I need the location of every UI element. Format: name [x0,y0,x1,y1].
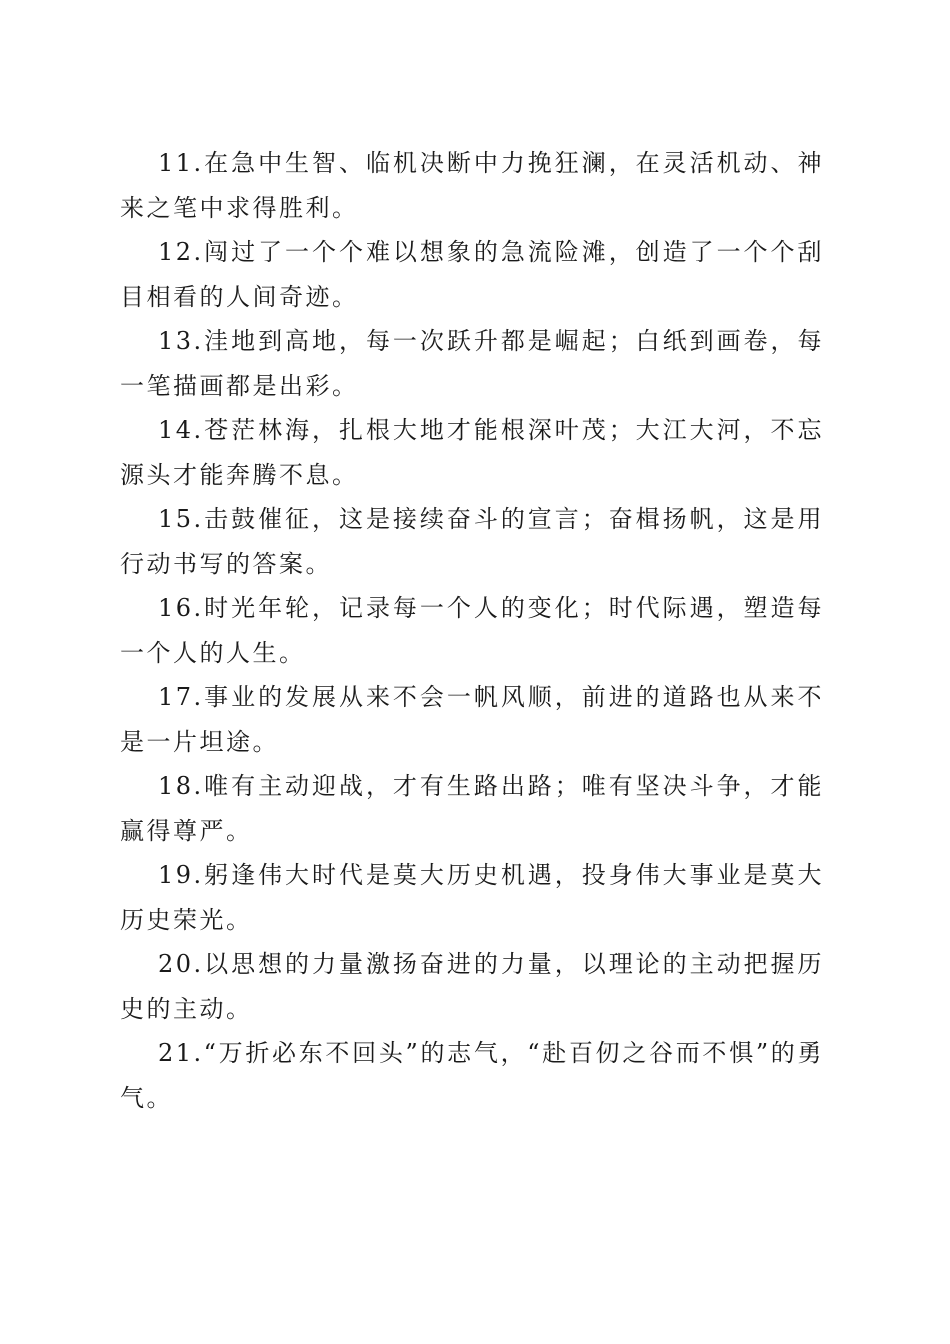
paragraph-20: 20.以思想的力量激扬奋进的力量，以理论的主动把握历史的主动。 [120,950,824,1023]
paragraph-16: 16.时光年轮，记录每一个人的变化；时代际遇，塑造每一个人的人生。 [120,594,824,667]
document-body [120,141,824,1120]
paragraph-13: 13.洼地到高地，每一次跃升都是崛起；白纸到画卷，每一笔描画都是出彩。 [120,327,824,400]
paragraph-21: 21.“万折必东不回头”的志气，“赴百仞之谷而不惧”的勇气。 [120,1039,824,1112]
paragraph-17: 17.事业的发展从来不会一帆风顺，前进的道路也从来不是一片坦途。 [120,683,824,756]
paragraph-12: 12.闯过了一个个难以想象的急流险滩，创造了一个个刮目相看的人间奇迹。 [120,238,824,311]
paragraph-15: 15.击鼓催征，这是接续奋斗的宣言；奋楫扬帆，这是用行动书写的答案。 [120,505,824,578]
paragraph-11: 11.在急中生智、临机决断中力挽狂澜，在灵活机动、神来之笔中求得胜利。 [120,149,824,222]
paragraph-14: 14.苍茫林海，扎根大地才能根深叶茂；大江大河，不忘源头才能奔腾不息。 [120,416,824,489]
paragraph-19: 19.躬逢伟大时代是莫大历史机遇，投身伟大事业是莫大历史荣光。 [120,861,824,934]
paragraph-18: 18.唯有主动迎战，才有生路出路；唯有坚决斗争，才能赢得尊严。 [120,772,824,845]
